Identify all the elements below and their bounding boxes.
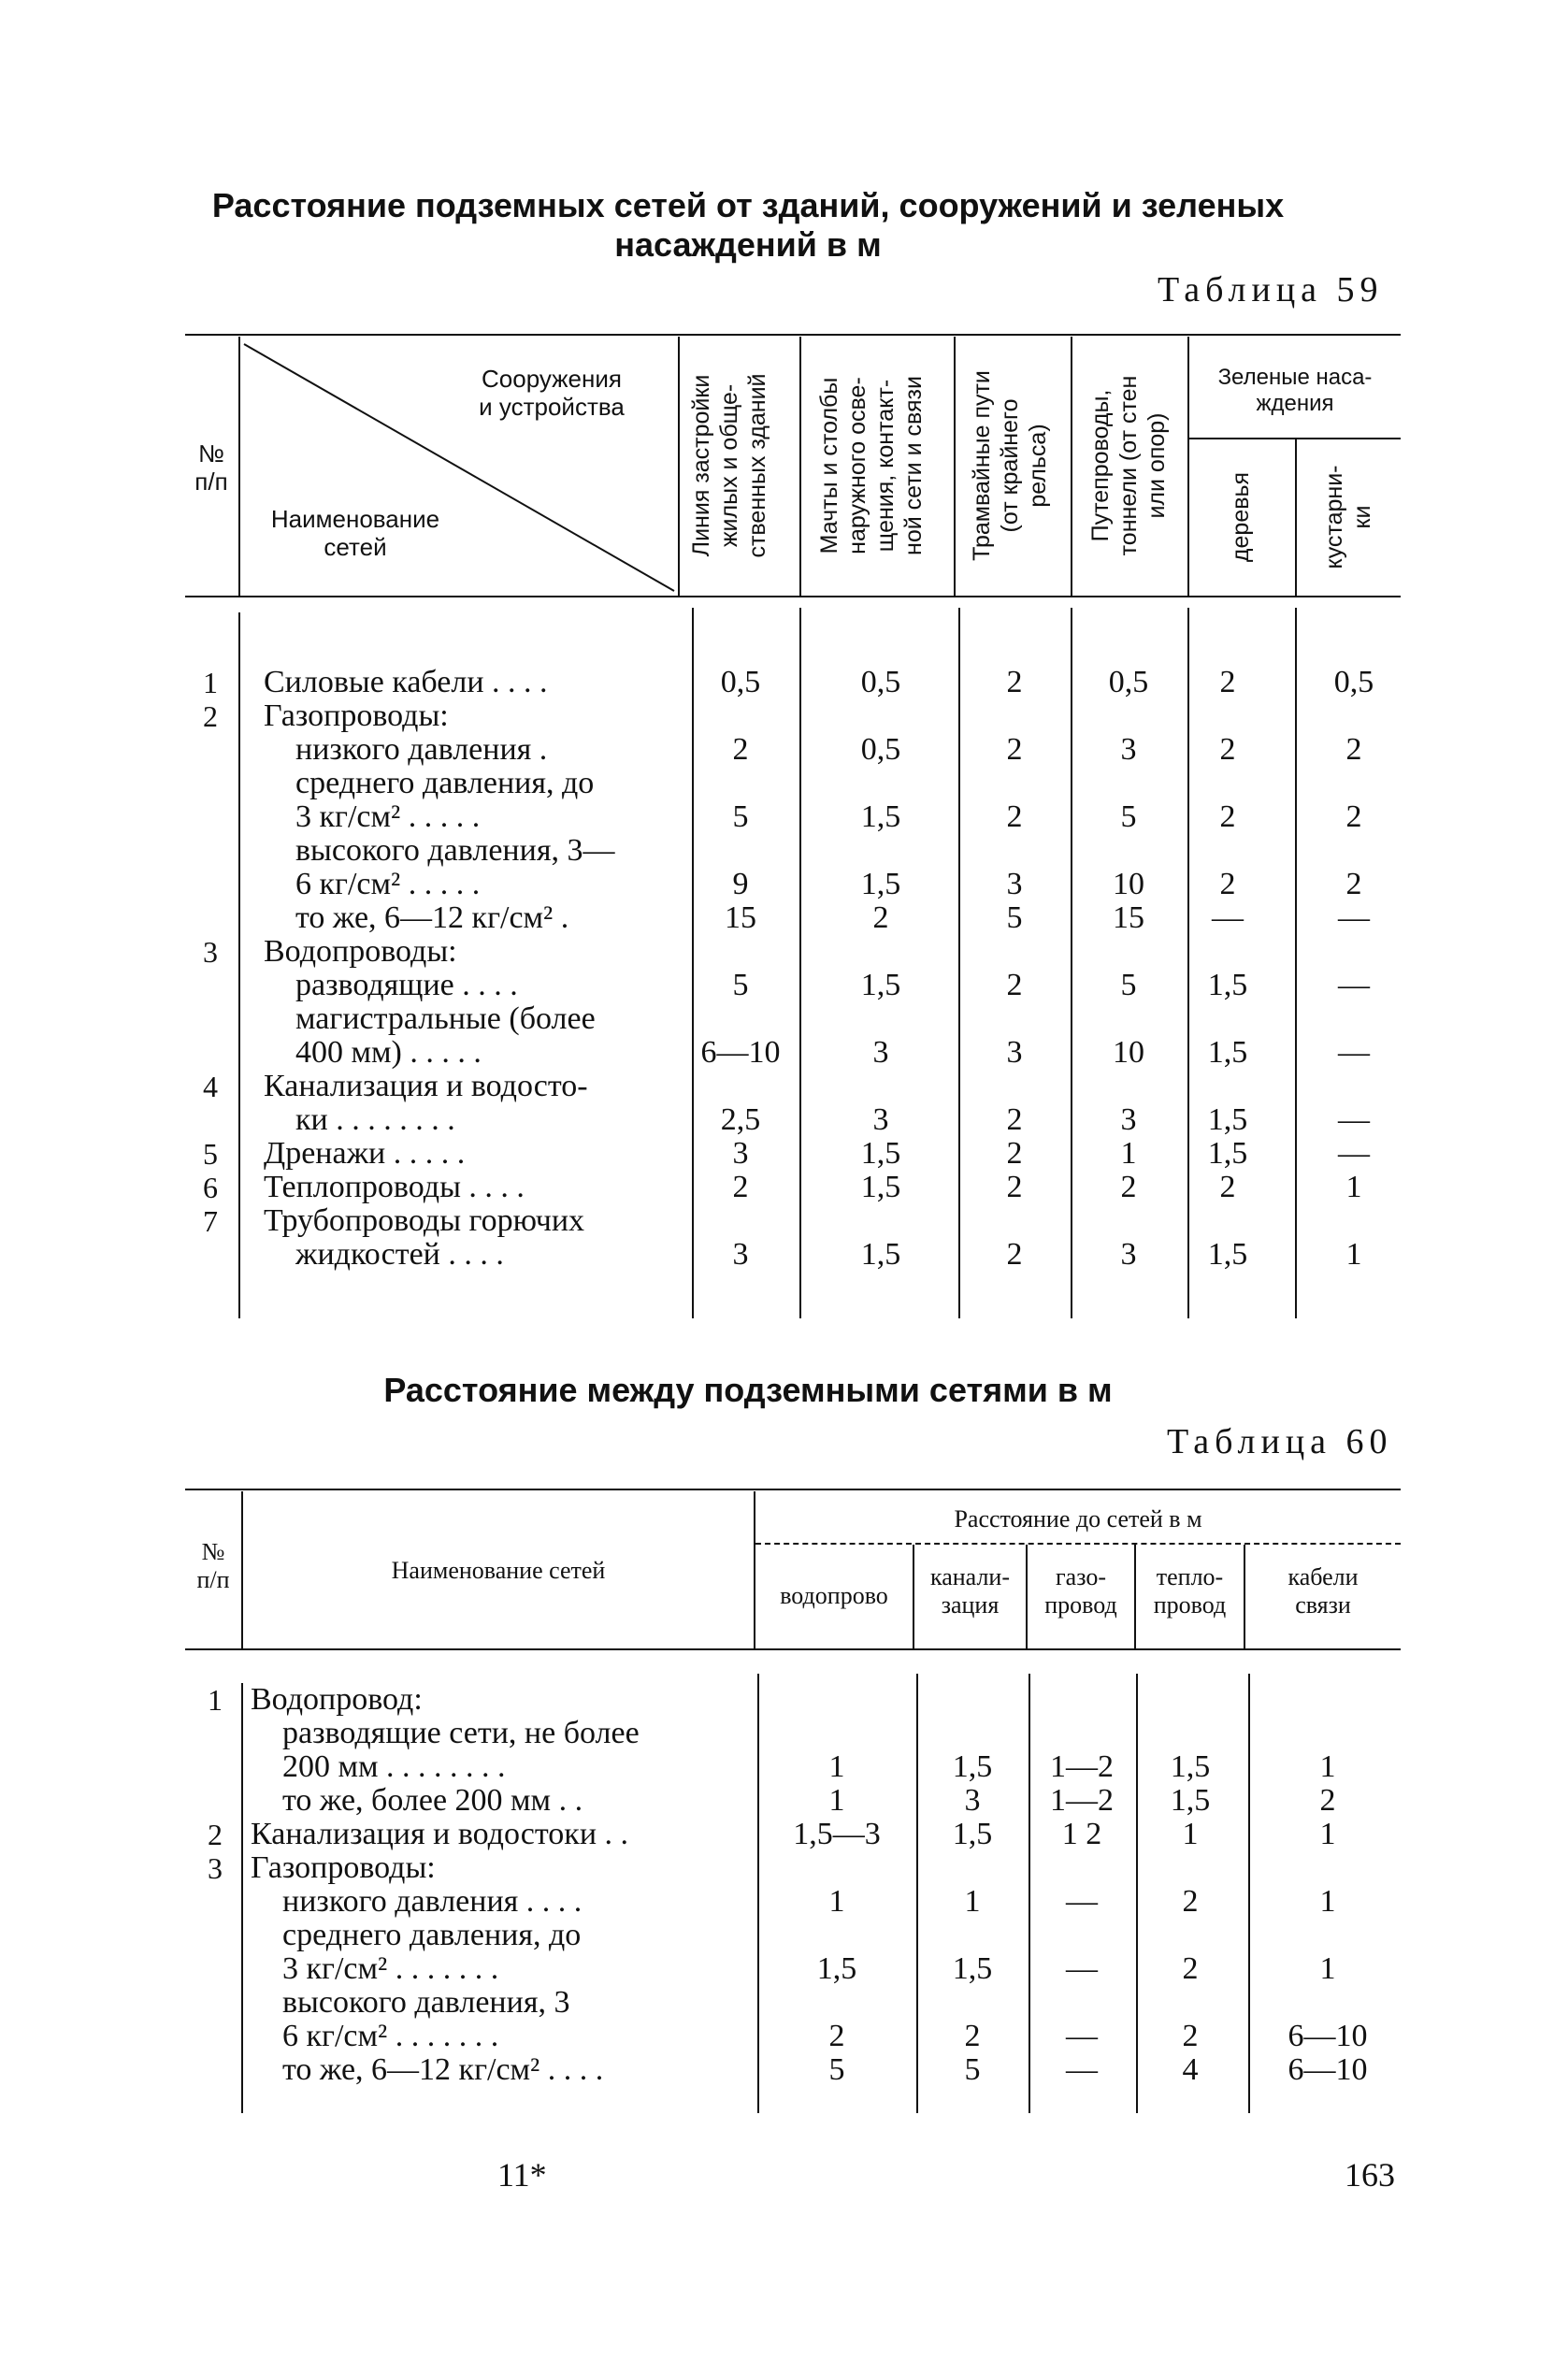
table60-row-name: среднего давления, до [282,1918,582,1952]
table59-row-name: разводящие . . . . [295,968,518,1002]
table59-cell: 1 [1345,1237,1362,1272]
table59-row-number: 3 [203,935,218,969]
table60-row-name: 3 кг/см² . . . . . . . [282,1951,499,1986]
table59-cell: 3 [732,1237,749,1272]
table59-cell: — [1338,968,1370,1002]
table59-cell: 2 [1345,799,1362,834]
table60-cell: — [1066,2052,1098,2087]
table59-cell: 2 [1219,732,1236,767]
table60-cell: 3 [964,1783,981,1818]
table60-row-name: 200 мм . . . . . . . . [282,1749,506,1784]
table59-row-name: 400 мм) . . . . . [295,1035,482,1070]
table59-cell: 5 [732,799,749,834]
table59-header-rule [185,596,1401,597]
table60-cell: 1 [1182,1817,1199,1851]
table59-hdr-vline [678,337,680,596]
table59-cell: 5 [732,968,749,1002]
table60-cell: 1 [1319,1951,1336,1986]
table59-cell: 3 [732,1136,749,1171]
table59-cell: 2 [1006,968,1023,1002]
table60-group-rule [755,1543,1401,1545]
table60-cell: 6—10 [1287,2052,1368,2087]
table60-cell: 1,5 [952,1749,993,1784]
table59-row-number: 7 [203,1204,218,1238]
table59-hdr-vline [1295,439,1297,596]
signature-mark: 11* [497,2156,547,2194]
table59-row-name: Канализация и водосто- [264,1069,588,1103]
table59-cell: 2 [1219,665,1236,699]
table59-row-number: 1 [203,666,218,699]
table60-row-name: высокого давления, 3 [282,1985,570,2020]
table60-cell: 2 [1319,1783,1336,1818]
table60-hdr-group: Расстояние до сетей в м [954,1505,1202,1532]
table60-row-number: 1 [208,1683,223,1717]
table59-cell: 1,5 [860,867,901,901]
table59-row-name: Силовые кабели . . . . [264,665,548,699]
table59-hdr-networks: Наименование сетей [270,505,440,561]
table59-hdr-col6: кустарни- ки [1321,465,1375,569]
table59-row-name: низкого давления . [295,732,548,767]
table59-row-number: 2 [203,699,218,733]
table59-cell: 0,5 [860,665,901,699]
table59-cell: 3 [1006,867,1023,901]
table59-hdr-col5: деревья [1228,471,1254,563]
table59-top-rule [185,334,1401,336]
table59-hdr-green: Зеленые наса- ждения [1217,365,1373,416]
table59-row-name: Дренажи . . . . . [264,1136,466,1171]
table59-cell: 2 [1219,1170,1236,1204]
table59-body-vline [958,608,960,1318]
table59-cell: 2 [1219,867,1236,901]
table59-row-name: Газопроводы: [264,698,449,733]
table59-hdr-vline [954,337,956,596]
table60-cell: 5 [828,2052,845,2087]
table60-row-name: Газопроводы: [251,1850,436,1885]
table60-cell: 1 2 [1061,1817,1102,1851]
table60-row-number: 2 [208,1818,223,1851]
table59-row-number: 6 [203,1171,218,1204]
table59-label: Таблица 59 [1158,270,1384,309]
table59-cell: 2 [1345,732,1362,767]
table59-row-name: магистральные (более [295,1001,596,1036]
table59-cell: 2 [732,732,749,767]
table59-row-name: ки . . . . . . . . [295,1102,455,1137]
table59-cell: 1,5 [860,799,901,834]
table59-title-line1: Расстояние подземных сетей от зданий, сооружений и зеленых [211,186,1285,224]
table59-cell: 0,5 [860,732,901,767]
table59-body-vline [1071,608,1072,1318]
table59-cell: 2 [1006,1102,1023,1137]
table60-hdr-c4: тепло- провод [1153,1563,1227,1619]
table59-cell: 5 [1120,799,1137,834]
table59-cell: — [1212,900,1244,935]
table59-cell: — [1338,1136,1370,1171]
table60-cell: 1,5 [952,1817,993,1851]
table60-hdr-c2: канали- зация [929,1563,1010,1619]
table59-cell: 2 [1006,665,1023,699]
table60-hdr-c1: водопрово [780,1582,888,1609]
table59-cell: 3 [1120,732,1137,767]
table60-cell: 1—2 [1050,1783,1114,1818]
table59-hdr-structures: Сооружения и устройства [479,365,625,421]
table59-cell: 15 [1113,900,1144,935]
table59-hdr-col3: Трамвайные пути (от крайнего рельса) [969,370,1051,561]
table60-cell: — [1066,1951,1098,1986]
table60-cell: 1,5 [952,1951,993,1986]
table60-cell: 1 [828,1749,845,1784]
table59-body-vline [1295,608,1297,1318]
table60-cell: 1 [1319,1749,1336,1784]
table59-hdr-vline [1071,337,1072,596]
table60-row-number: 3 [208,1851,223,1885]
table59-cell: 6—10 [700,1035,781,1070]
table59-body-vline [692,608,694,1318]
table59-row-name: высокого давления, 3— [295,833,615,868]
table60-cell: 1 [964,1884,981,1919]
table60-row-name: то же, более 200 мм . . [282,1783,583,1818]
table59-cell: 1,5 [1207,1035,1248,1070]
table59-cell: 10 [1113,1035,1144,1070]
table59-cell: 2 [1006,799,1023,834]
table59-cell: 1,5 [860,1136,901,1171]
table60-cell: 5 [964,2052,981,2087]
table60-cell: — [1066,2019,1098,2053]
table59-cell: 1 [1120,1136,1137,1171]
table59-title-line2: насаждений в м [614,225,882,264]
table59-row-number: 5 [203,1137,218,1171]
table60-row-name: Водопровод: [251,1682,423,1717]
table59-hdr-no: № п/п [194,439,228,496]
table60-row-name: то же, 6—12 кг/см² . . . . [282,2052,604,2087]
table60-body-vline [241,1683,243,2113]
table59-row-name: жидкостей . . . . [295,1237,504,1272]
table59-cell: 2 [1120,1170,1137,1204]
table60-row-name: 6 кг/см² . . . . . . . [282,2019,499,2053]
table59-cell: 15 [725,900,756,935]
table59-cell: 1 [1345,1170,1362,1204]
table60-cell: 2 [964,2019,981,2053]
table60-header-rule [185,1648,1401,1650]
table60-cell: 4 [1182,2052,1199,2087]
table60-cell: 1 [828,1783,845,1818]
table59-row-number: 4 [203,1070,218,1103]
table60-cell: 1 [1319,1817,1336,1851]
table59-cell: 1,5 [1207,1237,1248,1272]
table59-cell: 3 [1006,1035,1023,1070]
table60-cell: 1 [828,1884,845,1919]
table59-cell: 1,5 [1207,1136,1248,1171]
table60-cell: — [1066,1884,1098,1919]
table60-row-name: низкого давления . . . . [282,1884,583,1919]
table59-cell: 10 [1113,867,1144,901]
table59-cell: 2,5 [720,1102,761,1137]
table60-title: Расстояние между подземными сетями в м [383,1371,1113,1409]
table59-hdr-col1: Линия застройки жилых и обще- ственных зданий [688,373,770,558]
table60-cell: 1—2 [1050,1749,1114,1784]
table59-body-vline [1187,608,1189,1318]
table59-cell: 5 [1006,900,1023,935]
table59-cell: 2 [1006,1170,1023,1204]
table60-cell: 2 [1182,2019,1199,2053]
table60-hdr-no: № п/п [196,1538,230,1593]
table59-cell: 2 [732,1170,749,1204]
table60-top-rule [185,1489,1401,1490]
table59-row-name: 3 кг/см² . . . . . [295,799,481,834]
table60-cell: 6—10 [1287,2019,1368,2053]
table59-cell: 1,5 [1207,968,1248,1002]
table59-row-name: 6 кг/см² . . . . . [295,867,481,901]
table59-cell: 2 [1219,799,1236,834]
table59-cell: 5 [1120,968,1137,1002]
table59-cell: 1,5 [860,968,901,1002]
table59-cell: — [1338,1035,1370,1070]
table59-hdr-col2: Мачты и столбы наружного осве- щения, контакт- ной сети и связи [816,376,927,555]
table60-body-vline [1248,1674,1250,2113]
table59-cell: 2 [872,900,889,935]
table59-hdr-vline [799,337,801,596]
table59-cell: 0,5 [720,665,761,699]
table60-cell: 2 [1182,1951,1199,1986]
table60-cell: 2 [1182,1884,1199,1919]
table59-row-name: Трубопроводы горючих [264,1203,585,1238]
table59-cell: 2 [1006,1136,1023,1171]
table59-cell: 2 [1006,1237,1023,1272]
table59-cell: 0,5 [1108,665,1149,699]
table59-cell: 3 [1120,1102,1137,1137]
table59-cell: 2 [1006,732,1023,767]
table59-cell: 1,5 [860,1170,901,1204]
table60-label: Таблица 60 [1167,1422,1393,1461]
table59-row-name: то же, 6—12 кг/см² . [295,900,569,935]
table60-cell: 1,5—3 [793,1817,881,1851]
table59-cell: 3 [872,1035,889,1070]
table59-cell: 2 [1345,867,1362,901]
table59-cell: 1,5 [1207,1102,1248,1137]
table59-cell: 1,5 [860,1237,901,1272]
table60-cell: 1,5 [816,1951,857,1986]
table59-row-name: Теплопроводы . . . . [264,1170,525,1204]
page-number: 163 [1345,2156,1395,2194]
table60-hdr-c5: кабели связи [1287,1563,1359,1619]
table59-cell: 9 [732,867,749,901]
table59-body-vline [238,612,240,1318]
table60-row-name: разводящие сети, не более [282,1716,640,1750]
table59-cell: 0,5 [1333,665,1374,699]
table60-body-vline [757,1674,759,2113]
table59-row-name: Водопроводы: [264,934,457,969]
table60-cell: 2 [828,2019,845,2053]
table59-cell: 3 [1120,1237,1137,1272]
table59-cell: — [1338,900,1370,935]
table60-hdr-c3: газо- провод [1044,1563,1117,1619]
table59-hdr-col4: Путепроводы, тоннели (от стен или опор) [1087,375,1170,556]
table59-body-vline [799,608,801,1318]
table60-cell: 1 [1319,1884,1336,1919]
table60-cell: 1,5 [1170,1749,1211,1784]
table60-hdr-name: Наименование сетей [391,1557,606,1584]
table60-row-name: Канализация и водостоки . . [251,1817,629,1851]
table59-cell: 3 [872,1102,889,1137]
table59-row-name: среднего давления, до [295,766,595,800]
table60-cell: 1,5 [1170,1783,1211,1818]
table59-cell: — [1338,1102,1370,1137]
